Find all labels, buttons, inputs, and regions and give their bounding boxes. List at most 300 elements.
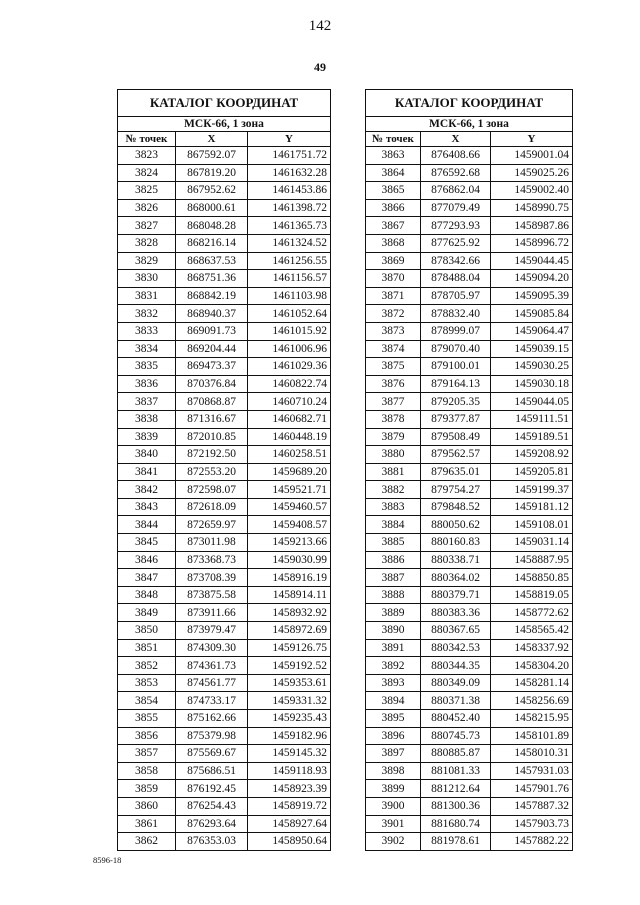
table-row: [366, 516, 573, 534]
table-row: [366, 745, 573, 763]
table-row: [366, 270, 573, 288]
x-coordinate-cell: 875569.67: [176, 745, 248, 763]
x-coordinate-cell: 880371.38: [421, 692, 491, 710]
point-number-cell: 3902: [366, 833, 421, 851]
point-number-cell: 3882: [366, 481, 421, 499]
x-coordinate-cell: 873875.58: [176, 586, 248, 604]
point-number-cell: 3823: [118, 147, 176, 165]
x-coordinate-cell: 868048.28: [176, 217, 248, 235]
table-row: [366, 463, 573, 481]
column-header-y: Y: [491, 132, 573, 147]
table-row: [118, 252, 331, 270]
x-coordinate-cell: 876592.68: [421, 164, 491, 182]
table-row: [118, 182, 331, 200]
point-number-cell: 3885: [366, 534, 421, 552]
table-row: [366, 833, 573, 851]
column-header-point-number: № точек: [118, 132, 176, 147]
point-number-cell: 3859: [118, 780, 176, 798]
table-row: [118, 358, 331, 376]
point-number-cell: 3896: [366, 727, 421, 745]
x-coordinate-cell: 880452.40: [421, 710, 491, 728]
x-coordinate-cell: 878342.66: [421, 252, 491, 270]
point-number-cell: 3868: [366, 234, 421, 252]
y-coordinate-cell: 1459025.26: [491, 164, 573, 182]
table-row: [118, 639, 331, 657]
y-coordinate-cell: 1458916.19: [248, 569, 331, 587]
point-number-cell: 3880: [366, 446, 421, 464]
point-number-cell: 3886: [366, 551, 421, 569]
table-row: [366, 622, 573, 640]
point-number-cell: 3884: [366, 516, 421, 534]
y-coordinate-cell: 1459085.84: [491, 305, 573, 323]
x-coordinate-cell: 876293.64: [176, 815, 248, 833]
y-coordinate-cell: 1459031.14: [491, 534, 573, 552]
point-number-cell: 3862: [118, 833, 176, 851]
y-coordinate-cell: 1457903.73: [491, 815, 573, 833]
y-coordinate-cell: 1461324.52: [248, 234, 331, 252]
y-coordinate-cell: 1459030.99: [248, 551, 331, 569]
point-number-cell: 3869: [366, 252, 421, 270]
column-header-x: X: [421, 132, 491, 147]
y-coordinate-cell: 1461632.28: [248, 164, 331, 182]
table-row: [366, 375, 573, 393]
table-body: [118, 147, 331, 851]
catalog-title: КАТАЛОГ КООРДИНАТ: [118, 90, 331, 117]
y-coordinate-cell: 1458914.11: [248, 586, 331, 604]
sheet-number: 49: [314, 60, 326, 74]
table-row: [118, 446, 331, 464]
y-coordinate-cell: 1459118.93: [248, 762, 331, 780]
x-coordinate-cell: 872659.97: [176, 516, 248, 534]
y-coordinate-cell: 1458772.62: [491, 604, 573, 622]
x-coordinate-cell: 867819.20: [176, 164, 248, 182]
x-coordinate-cell: 879508.49: [421, 428, 491, 446]
table-row: [366, 358, 573, 376]
y-coordinate-cell: 1461453.86: [248, 182, 331, 200]
table-row: [118, 833, 331, 851]
y-coordinate-cell: 1461156.57: [248, 270, 331, 288]
x-coordinate-cell: 875379.98: [176, 727, 248, 745]
table-row: [118, 604, 331, 622]
y-coordinate-cell: 1459030.18: [491, 375, 573, 393]
y-coordinate-cell: 1459189.51: [491, 428, 573, 446]
y-coordinate-cell: 1458256.69: [491, 692, 573, 710]
y-coordinate-cell: 1461015.92: [248, 322, 331, 340]
point-number-cell: 3873: [366, 322, 421, 340]
point-number-cell: 3848: [118, 586, 176, 604]
y-coordinate-cell: 1458887.95: [491, 551, 573, 569]
table-row: [366, 252, 573, 270]
point-number-cell: 3849: [118, 604, 176, 622]
x-coordinate-cell: 873011.98: [176, 534, 248, 552]
table-row: [118, 428, 331, 446]
table-row: [118, 745, 331, 763]
x-coordinate-cell: 880344.35: [421, 657, 491, 675]
y-coordinate-cell: 1459408.57: [248, 516, 331, 534]
y-coordinate-cell: 1459331.32: [248, 692, 331, 710]
table-row: [118, 657, 331, 675]
x-coordinate-cell: 879635.01: [421, 463, 491, 481]
point-number-cell: 3852: [118, 657, 176, 675]
point-number-cell: 3829: [118, 252, 176, 270]
x-coordinate-cell: 881081.33: [421, 762, 491, 780]
x-coordinate-cell: 868216.14: [176, 234, 248, 252]
x-coordinate-cell: 880379.71: [421, 586, 491, 604]
table-row: [366, 428, 573, 446]
y-coordinate-cell: 1459205.81: [491, 463, 573, 481]
table-row: [118, 674, 331, 692]
y-coordinate-cell: 1458281.14: [491, 674, 573, 692]
point-number-cell: 3872: [366, 305, 421, 323]
x-coordinate-cell: 875162.66: [176, 710, 248, 728]
table-row: [366, 217, 573, 235]
table-row: [366, 657, 573, 675]
y-coordinate-cell: 1458990.75: [491, 199, 573, 217]
table-row: [118, 287, 331, 305]
point-number-cell: 3850: [118, 622, 176, 640]
table-row: [118, 410, 331, 428]
x-coordinate-cell: 867952.62: [176, 182, 248, 200]
point-number-cell: 3877: [366, 393, 421, 411]
point-number-cell: 3833: [118, 322, 176, 340]
x-coordinate-cell: 868940.37: [176, 305, 248, 323]
x-coordinate-cell: 879205.35: [421, 393, 491, 411]
x-coordinate-cell: 877293.93: [421, 217, 491, 235]
table-row: [118, 622, 331, 640]
x-coordinate-cell: 873979.47: [176, 622, 248, 640]
x-coordinate-cell: 876353.03: [176, 833, 248, 851]
x-coordinate-cell: 871316.67: [176, 410, 248, 428]
table-row: [118, 710, 331, 728]
table-row: [366, 199, 573, 217]
y-coordinate-cell: 1461365.73: [248, 217, 331, 235]
y-coordinate-cell: 1459044.45: [491, 252, 573, 270]
table-row: [366, 710, 573, 728]
y-coordinate-cell: 1461751.72: [248, 147, 331, 165]
y-coordinate-cell: 1458919.72: [248, 797, 331, 815]
x-coordinate-cell: 869473.37: [176, 358, 248, 376]
x-coordinate-cell: 868000.61: [176, 199, 248, 217]
column-header-x: X: [176, 132, 248, 147]
table-row: [366, 762, 573, 780]
y-coordinate-cell: 1458927.64: [248, 815, 331, 833]
x-coordinate-cell: 867592.07: [176, 147, 248, 165]
coordinate-catalog-table: [365, 89, 573, 851]
table-row: [366, 551, 573, 569]
y-coordinate-cell: 1459353.61: [248, 674, 331, 692]
table-row: [366, 604, 573, 622]
x-coordinate-cell: 880349.09: [421, 674, 491, 692]
y-coordinate-cell: 1458565.42: [491, 622, 573, 640]
table-row: [118, 393, 331, 411]
y-coordinate-cell: 1461006.96: [248, 340, 331, 358]
point-number-cell: 3838: [118, 410, 176, 428]
point-number-cell: 3897: [366, 745, 421, 763]
point-number-cell: 3898: [366, 762, 421, 780]
y-coordinate-cell: 1458932.92: [248, 604, 331, 622]
x-coordinate-cell: 876408.66: [421, 147, 491, 165]
point-number-cell: 3893: [366, 674, 421, 692]
table-row: [366, 446, 573, 464]
y-coordinate-cell: 1460682.71: [248, 410, 331, 428]
document-code: 8596-18: [93, 855, 122, 865]
table-row: [118, 797, 331, 815]
table-row: [118, 217, 331, 235]
table-row: [118, 569, 331, 587]
table-row: [366, 305, 573, 323]
table-row: [366, 164, 573, 182]
y-coordinate-cell: 1459199.37: [491, 481, 573, 499]
x-coordinate-cell: 876192.45: [176, 780, 248, 798]
y-coordinate-cell: 1457882.22: [491, 833, 573, 851]
table-row: [366, 639, 573, 657]
x-coordinate-cell: 869204.44: [176, 340, 248, 358]
y-coordinate-cell: 1458819.05: [491, 586, 573, 604]
point-number-cell: 3860: [118, 797, 176, 815]
y-coordinate-cell: 1459181.12: [491, 498, 573, 516]
table-row: [118, 727, 331, 745]
point-number-cell: 3837: [118, 393, 176, 411]
table-row: [366, 692, 573, 710]
point-number-cell: 3828: [118, 234, 176, 252]
x-coordinate-cell: 868751.36: [176, 270, 248, 288]
y-coordinate-cell: 1458304.20: [491, 657, 573, 675]
point-number-cell: 3900: [366, 797, 421, 815]
column-header-point-number: № точек: [366, 132, 421, 147]
y-coordinate-cell: 1458996.72: [491, 234, 573, 252]
x-coordinate-cell: 880383.36: [421, 604, 491, 622]
x-coordinate-cell: 878999.07: [421, 322, 491, 340]
y-coordinate-cell: 1458337.92: [491, 639, 573, 657]
x-coordinate-cell: 879562.57: [421, 446, 491, 464]
table-row: [118, 463, 331, 481]
x-coordinate-cell: 872598.07: [176, 481, 248, 499]
table-row: [118, 762, 331, 780]
x-coordinate-cell: 881978.61: [421, 833, 491, 851]
x-coordinate-cell: 874561.77: [176, 674, 248, 692]
table-row: [118, 375, 331, 393]
x-coordinate-cell: 868637.53: [176, 252, 248, 270]
y-coordinate-cell: 1459460.57: [248, 498, 331, 516]
x-coordinate-cell: 879100.01: [421, 358, 491, 376]
point-number-cell: 3840: [118, 446, 176, 464]
zone-label: МСК-66, 1 зона: [118, 117, 331, 132]
y-coordinate-cell: 1460822.74: [248, 375, 331, 393]
point-number-cell: 3891: [366, 639, 421, 657]
y-coordinate-cell: 1459235.43: [248, 710, 331, 728]
table-row: [366, 234, 573, 252]
point-number-cell: 3851: [118, 639, 176, 657]
point-number-cell: 3839: [118, 428, 176, 446]
y-coordinate-cell: 1458950.64: [248, 833, 331, 851]
x-coordinate-cell: 873911.66: [176, 604, 248, 622]
table-row: [118, 305, 331, 323]
y-coordinate-cell: 1459213.66: [248, 534, 331, 552]
table-row: [118, 551, 331, 569]
y-coordinate-cell: 1461052.64: [248, 305, 331, 323]
table-body: [366, 147, 573, 851]
x-coordinate-cell: 872553.20: [176, 463, 248, 481]
point-number-cell: 3901: [366, 815, 421, 833]
y-coordinate-cell: 1459182.96: [248, 727, 331, 745]
point-number-cell: 3856: [118, 727, 176, 745]
point-number-cell: 3894: [366, 692, 421, 710]
table-row: [118, 147, 331, 165]
point-number-cell: 3830: [118, 270, 176, 288]
table-row: [366, 815, 573, 833]
x-coordinate-cell: 874361.73: [176, 657, 248, 675]
y-coordinate-cell: 1459208.92: [491, 446, 573, 464]
y-coordinate-cell: 1458923.39: [248, 780, 331, 798]
point-number-cell: 3895: [366, 710, 421, 728]
y-coordinate-cell: 1461103.98: [248, 287, 331, 305]
point-number-cell: 3834: [118, 340, 176, 358]
table-row: [118, 340, 331, 358]
table-row: [366, 727, 573, 745]
point-number-cell: 3864: [366, 164, 421, 182]
point-number-cell: 3899: [366, 780, 421, 798]
x-coordinate-cell: 880745.73: [421, 727, 491, 745]
coordinate-catalog-table: [117, 89, 331, 851]
point-number-cell: 3887: [366, 569, 421, 587]
x-coordinate-cell: 876254.43: [176, 797, 248, 815]
table-row: [366, 534, 573, 552]
table-row: [118, 322, 331, 340]
point-number-cell: 3835: [118, 358, 176, 376]
y-coordinate-cell: 1458010.31: [491, 745, 573, 763]
table-row: [366, 481, 573, 499]
x-coordinate-cell: 870868.87: [176, 393, 248, 411]
y-coordinate-cell: 1457931.03: [491, 762, 573, 780]
x-coordinate-cell: 880367.65: [421, 622, 491, 640]
point-number-cell: 3824: [118, 164, 176, 182]
table-row: [118, 692, 331, 710]
point-number-cell: 3832: [118, 305, 176, 323]
y-coordinate-cell: 1459111.51: [491, 410, 573, 428]
x-coordinate-cell: 868842.19: [176, 287, 248, 305]
point-number-cell: 3825: [118, 182, 176, 200]
point-number-cell: 3857: [118, 745, 176, 763]
y-coordinate-cell: 1459002.40: [491, 182, 573, 200]
x-coordinate-cell: 878705.97: [421, 287, 491, 305]
point-number-cell: 3874: [366, 340, 421, 358]
table-row: [366, 147, 573, 165]
table-row: [366, 498, 573, 516]
y-coordinate-cell: 1458987.86: [491, 217, 573, 235]
x-coordinate-cell: 872010.85: [176, 428, 248, 446]
point-number-cell: 3879: [366, 428, 421, 446]
table-row: [366, 674, 573, 692]
y-coordinate-cell: 1459108.01: [491, 516, 573, 534]
point-number-cell: 3865: [366, 182, 421, 200]
y-coordinate-cell: 1459095.39: [491, 287, 573, 305]
table-row: [366, 569, 573, 587]
table-row: [118, 586, 331, 604]
y-coordinate-cell: 1457901.76: [491, 780, 573, 798]
x-coordinate-cell: 880160.83: [421, 534, 491, 552]
point-number-cell: 3831: [118, 287, 176, 305]
y-coordinate-cell: 1459001.04: [491, 147, 573, 165]
x-coordinate-cell: 879164.13: [421, 375, 491, 393]
point-number-cell: 3888: [366, 586, 421, 604]
table-row: [366, 322, 573, 340]
point-number-cell: 3870: [366, 270, 421, 288]
x-coordinate-cell: 881300.36: [421, 797, 491, 815]
table-row: [366, 287, 573, 305]
x-coordinate-cell: 881212.64: [421, 780, 491, 798]
x-coordinate-cell: 869091.73: [176, 322, 248, 340]
point-number-cell: 3836: [118, 375, 176, 393]
x-coordinate-cell: 879754.27: [421, 481, 491, 499]
x-coordinate-cell: 878488.04: [421, 270, 491, 288]
y-coordinate-cell: 1460710.24: [248, 393, 331, 411]
y-coordinate-cell: 1459030.25: [491, 358, 573, 376]
y-coordinate-cell: 1460258.51: [248, 446, 331, 464]
table-row: [118, 815, 331, 833]
point-number-cell: 3855: [118, 710, 176, 728]
y-coordinate-cell: 1460448.19: [248, 428, 331, 446]
table-row: [118, 234, 331, 252]
table-row: [118, 164, 331, 182]
point-number-cell: 3843: [118, 498, 176, 516]
y-coordinate-cell: 1461029.36: [248, 358, 331, 376]
x-coordinate-cell: 873368.73: [176, 551, 248, 569]
x-coordinate-cell: 880364.02: [421, 569, 491, 587]
point-number-cell: 3853: [118, 674, 176, 692]
point-number-cell: 3867: [366, 217, 421, 235]
y-coordinate-cell: 1457887.32: [491, 797, 573, 815]
y-coordinate-cell: 1461256.55: [248, 252, 331, 270]
x-coordinate-cell: 870376.84: [176, 375, 248, 393]
catalog-title: КАТАЛОГ КООРДИНАТ: [366, 90, 573, 117]
x-coordinate-cell: 873708.39: [176, 569, 248, 587]
x-coordinate-cell: 880342.53: [421, 639, 491, 657]
table-row: [366, 182, 573, 200]
x-coordinate-cell: 874733.17: [176, 692, 248, 710]
point-number-cell: 3845: [118, 534, 176, 552]
table-row: [366, 410, 573, 428]
point-number-cell: 3826: [118, 199, 176, 217]
zone-label: МСК-66, 1 зона: [366, 117, 573, 132]
x-coordinate-cell: 880885.87: [421, 745, 491, 763]
y-coordinate-cell: 1459521.71: [248, 481, 331, 499]
table-row: [118, 780, 331, 798]
point-number-cell: 3876: [366, 375, 421, 393]
point-number-cell: 3847: [118, 569, 176, 587]
y-coordinate-cell: 1458101.89: [491, 727, 573, 745]
point-number-cell: 3841: [118, 463, 176, 481]
y-coordinate-cell: 1458850.85: [491, 569, 573, 587]
point-number-cell: 3846: [118, 551, 176, 569]
table-row: [118, 199, 331, 217]
point-number-cell: 3881: [366, 463, 421, 481]
x-coordinate-cell: 872618.09: [176, 498, 248, 516]
point-number-cell: 3858: [118, 762, 176, 780]
point-number-cell: 3863: [366, 147, 421, 165]
point-number-cell: 3883: [366, 498, 421, 516]
x-coordinate-cell: 877079.49: [421, 199, 491, 217]
x-coordinate-cell: 879377.87: [421, 410, 491, 428]
table-row: [366, 393, 573, 411]
x-coordinate-cell: 879848.52: [421, 498, 491, 516]
table-row: [366, 797, 573, 815]
y-coordinate-cell: 1459689.20: [248, 463, 331, 481]
table-row: [118, 498, 331, 516]
point-number-cell: 3827: [118, 217, 176, 235]
table-row: [118, 534, 331, 552]
y-coordinate-cell: 1459192.52: [248, 657, 331, 675]
x-coordinate-cell: 872192.50: [176, 446, 248, 464]
